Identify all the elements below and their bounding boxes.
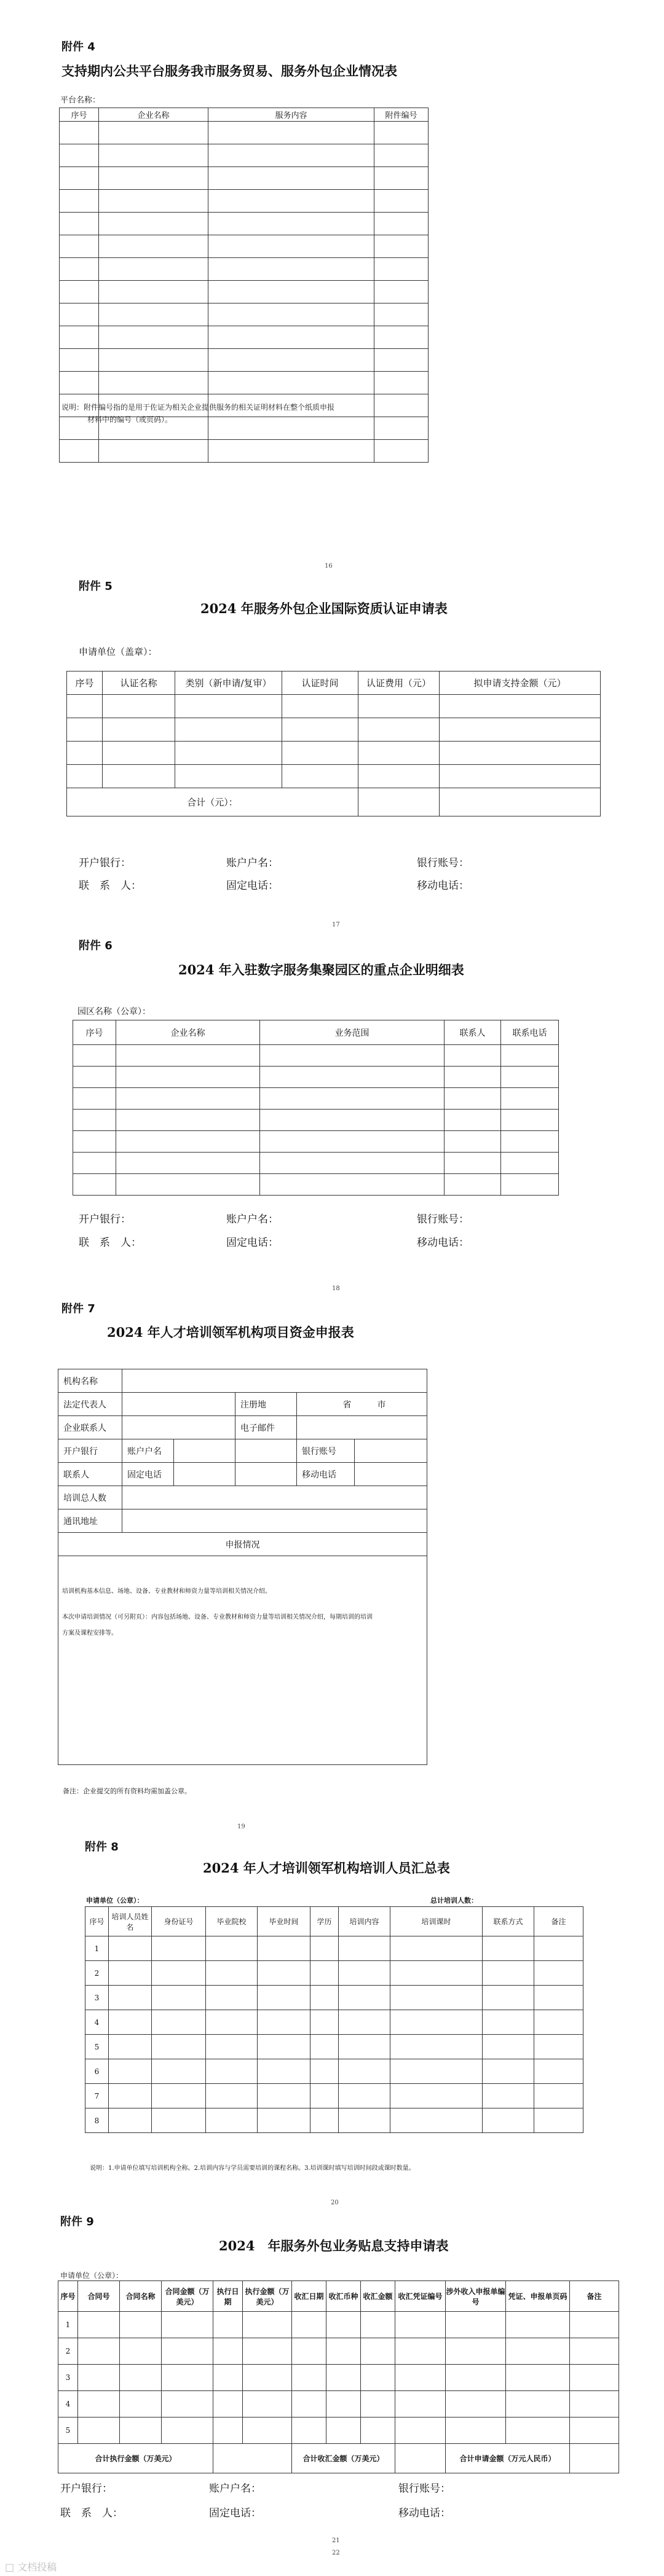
table-row — [85, 1961, 583, 1986]
table-row — [85, 1986, 583, 2010]
attachment-8-title: 2024 年人才培训领军机构培训人员汇总表 — [203, 1860, 450, 1876]
table-row — [85, 2035, 583, 2059]
phone-label: 固定电话： — [209, 2507, 261, 2519]
table-row — [58, 2391, 619, 2417]
header-seq: 序号 — [58, 2281, 78, 2312]
table-row — [60, 349, 429, 372]
header-exec-amount: 执行金额（万美元） — [243, 2281, 292, 2312]
attachment-6-title: 2024 年入驻数字服务集聚园区的重点企业明细表 — [178, 962, 464, 977]
account-no-label: 银行账号： — [398, 2483, 451, 2495]
header-contract-name: 合同名称 — [120, 2281, 162, 2312]
total-fx-label: 合计收汇金额（万美元） — [292, 2444, 395, 2473]
table-row — [85, 2010, 583, 2035]
row-number: 4 — [85, 2010, 109, 2035]
table-row — [67, 742, 601, 765]
park-enterprise-table — [73, 1020, 559, 1196]
table-row — [73, 1174, 559, 1196]
table-row — [73, 1131, 559, 1153]
table-row — [60, 440, 429, 463]
interest-subsidy-table — [58, 2280, 619, 2473]
table-row — [73, 1067, 559, 1088]
row-number: 2 — [85, 1961, 109, 1986]
attachment-5-label: 附件 5 — [79, 580, 113, 593]
contact-label: 联 系 人： — [79, 1237, 141, 1249]
header-degree: 学历 — [310, 1907, 339, 1936]
contact-label: 联系人 — [58, 1463, 122, 1486]
page-number: 20 — [331, 2199, 339, 2206]
header-school: 毕业院校 — [206, 1907, 258, 1936]
header-trainee-name: 培训人员姓名 — [109, 1907, 152, 1936]
bank-label: 开户银行： — [79, 1213, 131, 1226]
table-row — [85, 2084, 583, 2108]
contact-label: 联 系 人： — [60, 2507, 123, 2519]
row-number: 8 — [85, 2108, 109, 2133]
email-label: 电子邮件 — [235, 1416, 297, 1439]
row-number: 6 — [85, 2059, 109, 2084]
funding-application-table — [58, 1369, 427, 1765]
table-row — [67, 695, 601, 718]
header-fx-date: 收汇日期 — [292, 2281, 326, 2312]
header-seq: 序号 — [67, 671, 103, 695]
phone-label: 固定电话 — [122, 1463, 174, 1486]
address-label: 通讯地址 — [58, 1509, 122, 1533]
attachment-8-label: 附件 8 — [85, 1841, 119, 1854]
total-label: 合计（元）： — [187, 797, 238, 808]
reg-place-label: 注册地 — [235, 1393, 297, 1416]
contact-label: 联 系 人： — [79, 880, 141, 892]
header-fx-currency: 收汇币种 — [326, 2281, 361, 2312]
table-row — [85, 1936, 583, 1961]
table-row — [60, 213, 429, 235]
header-seq: 序号 — [60, 108, 99, 122]
document-icon: □ — [5, 2561, 15, 2573]
table-row — [60, 167, 429, 190]
attachment-9-label: 附件 9 — [60, 2215, 94, 2228]
header-attachment-no: 附件编号 — [374, 108, 429, 122]
header-grad-date: 毕业时间 — [258, 1907, 310, 1936]
header-category: 类别（新申请/复审） — [175, 671, 282, 695]
bank-label: 开户银行 — [58, 1439, 122, 1463]
ent-contact-label: 企业联系人 — [58, 1416, 122, 1439]
header-company: 企业名称 — [99, 108, 208, 122]
platform-name-label: 平台名称： — [60, 96, 101, 105]
header-contact-info: 联系方式 — [483, 1907, 534, 1936]
org-name-label: 机构名称 — [58, 1369, 122, 1393]
account-name-label: 账户户名： — [226, 857, 279, 869]
city-label: 市 — [377, 1400, 386, 1410]
attachment-9-title: 2024 年服务外包业务贴息支持申请表 — [219, 2238, 449, 2253]
header-cert-time: 认证时间 — [282, 671, 358, 695]
page-number: 22 — [332, 2550, 340, 2556]
header-seq: 序号 — [85, 1907, 109, 1936]
header-contract-amount: 合同金额（万美元） — [162, 2281, 213, 2312]
page-number: 19 — [237, 1823, 245, 1830]
bank-label: 开户银行： — [60, 2483, 113, 2495]
mobile-label: 移动电话： — [417, 880, 469, 892]
report-section-header: 申报情况 — [58, 1533, 427, 1556]
header-company: 企业名称 — [116, 1020, 260, 1045]
table-row — [58, 2312, 619, 2338]
total-trainees-label: 总计培训人数： — [430, 1897, 478, 1905]
header-contact-phone: 联系电话 — [501, 1020, 559, 1045]
row-number: 2 — [58, 2338, 78, 2365]
mobile-label: 移动电话： — [398, 2507, 451, 2519]
header-contract-no: 合同号 — [78, 2281, 120, 2312]
header-cert-name: 认证名称 — [103, 671, 175, 695]
row-number: 5 — [85, 2035, 109, 2059]
attachment-7-title: 2024 年人才培训领军机构项目资金申报表 — [107, 1325, 354, 1340]
table-row — [60, 372, 429, 394]
totals-row — [58, 2444, 619, 2473]
table-row — [60, 258, 429, 281]
total-apply-label: 合计申请金额（万元人民币） — [446, 2444, 570, 2473]
attachment-4-label: 附件 4 — [61, 41, 95, 53]
attachment-4-note-line1: 说明：附件编号指的是用于佐证为相关企业提供服务的相关证明材料在整个纸质申报 — [61, 403, 335, 412]
table-row — [67, 718, 601, 742]
account-name-label: 账户户名 — [122, 1439, 174, 1463]
header-id-number: 身份证号 — [152, 1907, 206, 1936]
attachment-4-note-line2: 材料中的编号（或页码）。 — [87, 415, 173, 424]
page-number: 17 — [332, 922, 340, 928]
header-fx-amount: 收汇金额 — [361, 2281, 395, 2312]
row-number: 3 — [58, 2365, 78, 2391]
header-training-hours: 培训课时 — [390, 1907, 483, 1936]
row-number: 3 — [85, 1986, 109, 2010]
park-name-label: 园区名称（公章）： — [77, 1007, 151, 1017]
mobile-label: 移动电话： — [417, 1237, 469, 1249]
applicant-label: 申请单位（盖章）： — [79, 646, 157, 657]
bank-label: 开户银行： — [79, 857, 131, 869]
account-no-label: 银行账号 — [297, 1439, 355, 1463]
trainee-summary-table — [85, 1906, 583, 2133]
total-row — [67, 788, 601, 816]
account-no-label: 银行账号： — [417, 857, 469, 869]
table-row — [67, 765, 601, 788]
attachment-7-label: 附件 7 — [61, 1302, 95, 1315]
certification-table — [66, 671, 601, 816]
attachment-5-title: 2024 年服务外包企业国际资质认证申请表 — [200, 601, 448, 616]
table-row — [85, 2059, 583, 2084]
account-name-label: 账户户名： — [209, 2483, 261, 2495]
trainees-label: 培训总人数 — [58, 1486, 122, 1509]
header-seq: 序号 — [73, 1020, 116, 1045]
watermark — [5, 2559, 57, 2574]
row-number: 4 — [58, 2391, 78, 2417]
total-exec-label: 合计执行金额（万美元） — [58, 2444, 213, 2473]
attachment-4-title: 支持期内公共平台服务我市服务贸易、服务外包企业情况表 — [61, 63, 397, 79]
table-row — [60, 303, 429, 326]
page-number: 16 — [325, 563, 333, 570]
row-number: 5 — [58, 2417, 78, 2444]
row-number: 7 — [85, 2084, 109, 2108]
account-no-label: 银行账号： — [417, 1213, 469, 1226]
header-page-no: 凭证、申报单页码 — [506, 2281, 570, 2312]
report-line-1: 培训机构基本信息、场地、设备、专业教材和师资力量等培训相关情况介绍。 — [62, 1588, 271, 1595]
table-row — [73, 1153, 559, 1174]
table-row — [73, 1045, 559, 1067]
phone-label: 固定电话： — [226, 1237, 279, 1249]
attachment-6-label: 附件 6 — [79, 939, 113, 952]
applicant-label: 申请单位（公章）： — [86, 1897, 144, 1905]
header-exec-date: 执行日期 — [213, 2281, 243, 2312]
report-line-2: 本次申请培训情况（可另附页）：内容包括场地、设备、专业教材和师资力量等培训相关情况介绍，每期培训的培训 — [62, 1614, 373, 1621]
table-row — [58, 2338, 619, 2365]
table-row — [60, 122, 429, 144]
header-business-scope: 业务范围 — [260, 1020, 445, 1045]
table-row — [58, 2417, 619, 2444]
province-label: 省 — [342, 1400, 352, 1410]
attachment-7-footnote: 备注：企业提交的所有资料均需加盖公章。 — [63, 1787, 191, 1795]
row-number: 1 — [58, 2312, 78, 2338]
table-row — [60, 235, 429, 258]
header-service: 服务内容 — [208, 108, 374, 122]
phone-label: 固定电话： — [226, 880, 279, 892]
page-number: 18 — [332, 1285, 340, 1292]
page-number: 21 — [332, 2537, 340, 2544]
mobile-label: 移动电话 — [297, 1463, 355, 1486]
table-row — [73, 1110, 559, 1131]
table-row — [60, 326, 429, 349]
header-fx-voucher: 收汇凭证编号 — [395, 2281, 446, 2312]
attachment-8-note: 说明：1.申请单位填写培训机构全称。2.培训内容与学员需要培训的课程名称。3.培训课时填写培训时间段或课时数量。 — [90, 2165, 415, 2172]
table-row — [60, 190, 429, 213]
table-row — [58, 2365, 619, 2391]
header-contact: 联系人 — [445, 1020, 501, 1045]
header-support-amount: 拟申请支持金额（元） — [440, 671, 601, 695]
header-declaration-no: 涉外收入申报单编号 — [446, 2281, 506, 2312]
header-training-content: 培训内容 — [339, 1907, 390, 1936]
report-line-3: 方案及课程安排等。 — [62, 1630, 117, 1637]
table-row — [85, 2108, 583, 2133]
account-name-label: 账户户名： — [226, 1213, 279, 1226]
table-row — [60, 144, 429, 167]
row-number: 1 — [85, 1936, 109, 1961]
header-cert-fee: 认证费用（元） — [358, 671, 440, 695]
legal-rep-label: 法定代表人 — [58, 1393, 122, 1416]
table-row — [60, 281, 429, 303]
table-row — [73, 1088, 559, 1110]
applicant-label: 申请单位（公章）： — [60, 2271, 124, 2280]
header-remarks: 备注 — [570, 2281, 619, 2312]
watermark-text: 文档投稿 — [17, 2561, 57, 2573]
header-remarks: 备注 — [534, 1907, 583, 1936]
